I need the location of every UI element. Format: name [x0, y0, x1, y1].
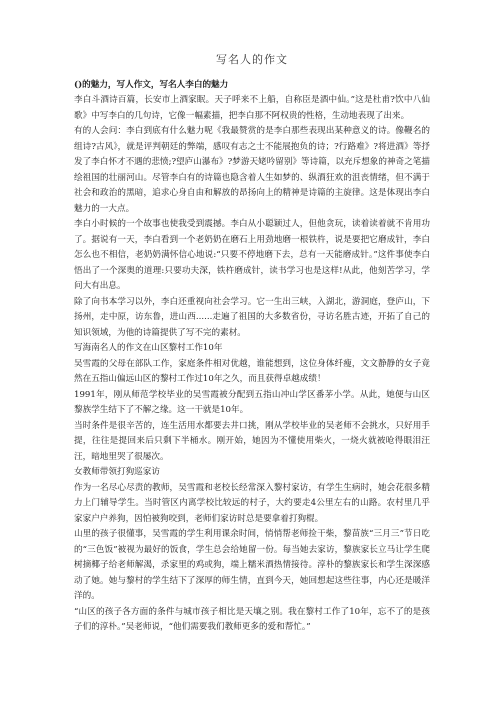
document-title: 写名人的作文 — [216, 53, 288, 66]
paragraph: 写海南名人的作文在山区黎村工作10年 — [74, 343, 223, 353]
paragraph: 山里的孩子很懂事，吴雪霞的学生利用课余时间，悄悄帮老师捡干柴，黎苗族“三月三”节日吃的“三色饭”被视为最好的饭食，学生总会给她留一份。每当她去家访，黎族家长立马让学生爬树摘椰子给老师解渴，杀家里的鸡或狗，端上糯米酒热情接待。淳朴的黎族家长和学生深深感动了她。她与黎村的学生结下了深厚的师生情，直到今天，她回想起这些往事，内心还是暖洋洋的。 — [74, 529, 430, 601]
paragraph: 李白小时候的一个故事也使我受到震撼。李白从小聪颖过人，但他贪玩，读着读着就不肯用功了。据说有一天，李白看到一个老奶奶在磨石上用劲地磨一根铁杵，说是要把它磨成针，李白怎么也不相信，老奶奶满怀信心地说:“只要不停地磨下去，总有一天能磨成针。”这件事使李白悟出了一个深奥的道理:只要功夫深，铁杵磨成针，读书学习也是这样!从此，他刻苦学习，学问大有出息。 — [74, 219, 430, 291]
paragraph: 1991年，刚从师范学校毕业的吴雪霞被分配到五指山冲山学区番茅小学。从此，她便与山区黎族学生结下了不解之缘。这一干就是10年。 — [74, 389, 430, 415]
paragraph: 除了向书本学习以外，李白还重视向社会学习。它一生出三峡，入湖北，游洞庭，登庐山，下扬州，走中原，访东鲁，进山西......走遍了祖国的大多数省份，寻访名胜古迹，开拓了自己的知识领域，为他的诗篇提供了写不完的素材。 — [74, 296, 430, 338]
paragraph: 有的人会问：李白到底有什么魅力呢《我最赞赏的是李白那些表现出某种意义的诗。像鞭名的组诗?古风》，就是评判朝廷的弊端，感叹有志之士不能展抱负的诗；?行路难》?将进酒》等抒发了李白怀才不遇的悲愤;?望庐山瀑布》?梦游天姥吟留别》等诗篇，以充斥想象的神奇之笔描绘祖国的壮丽河山。尽管李白有的诗篇也隐含着人生如梦的、纵酒狂欢的沮丧情绪，但不满于社会和政治的黑暗，追求心身自由和解放的昂扬向上的精神是诗篇的主旋律。这是体现出李白魅力的一大点。 — [74, 126, 430, 214]
paragraph: “山区的孩子各方面的条件与城市孩子相比是天壤之别。我在黎村工作了10年，忘不了的是孩子们的淳朴。”吴老师说，“他们需要我们教师更多的爱和帮忙。” — [74, 606, 430, 632]
paragraph: 吴雪霞的父母在部队工作，家庭条件相对优越，谁能想到，这位身体纤瘦，文文静静的女子竟然在五指山偏远山区的黎村工作过10年之久，而且获得卓越成绩！ — [74, 358, 430, 384]
document-body — [74, 78, 430, 636]
document-subtitle: ()的魅力，写人作文，写名人李白的魅力 — [74, 79, 229, 90]
paragraph: 作为一名尽心尽责的教师，吴雪霞和老校长经常深入黎村家访，有学生生病时，她会花很多精力上门辅导学生。当时管区内离学校比较远的村子，大约要走4公里左右的山路。农村里几乎家家户户养狗，因怕被狗咬到，老师们家访时总是要拿着打狗棍。 — [74, 482, 430, 524]
paragraph: 当时条件是很辛苦的，连生活用水都要去井口挑，刚从学校毕业的吴老师不会挑水，只好用手提，往往是提回来后只剩下半桶水。刚开始，她因为不懂使用柴火，一烧火就被呛得眼泪汪汪，暗地里哭了很屡次。 — [74, 420, 430, 462]
paragraph: 李白斗酒诗百篇，长安市上酒家眠。天子呼来不上船，自称臣是酒中仙。”这是杜甫?饮中八仙歌》中写李白的几句诗，它像一幅素描，把李白那不阿权贵的性格，生动地表现了出来。 — [74, 95, 430, 121]
paragraph: 女教师带领打狗巡家访 — [74, 467, 160, 477]
